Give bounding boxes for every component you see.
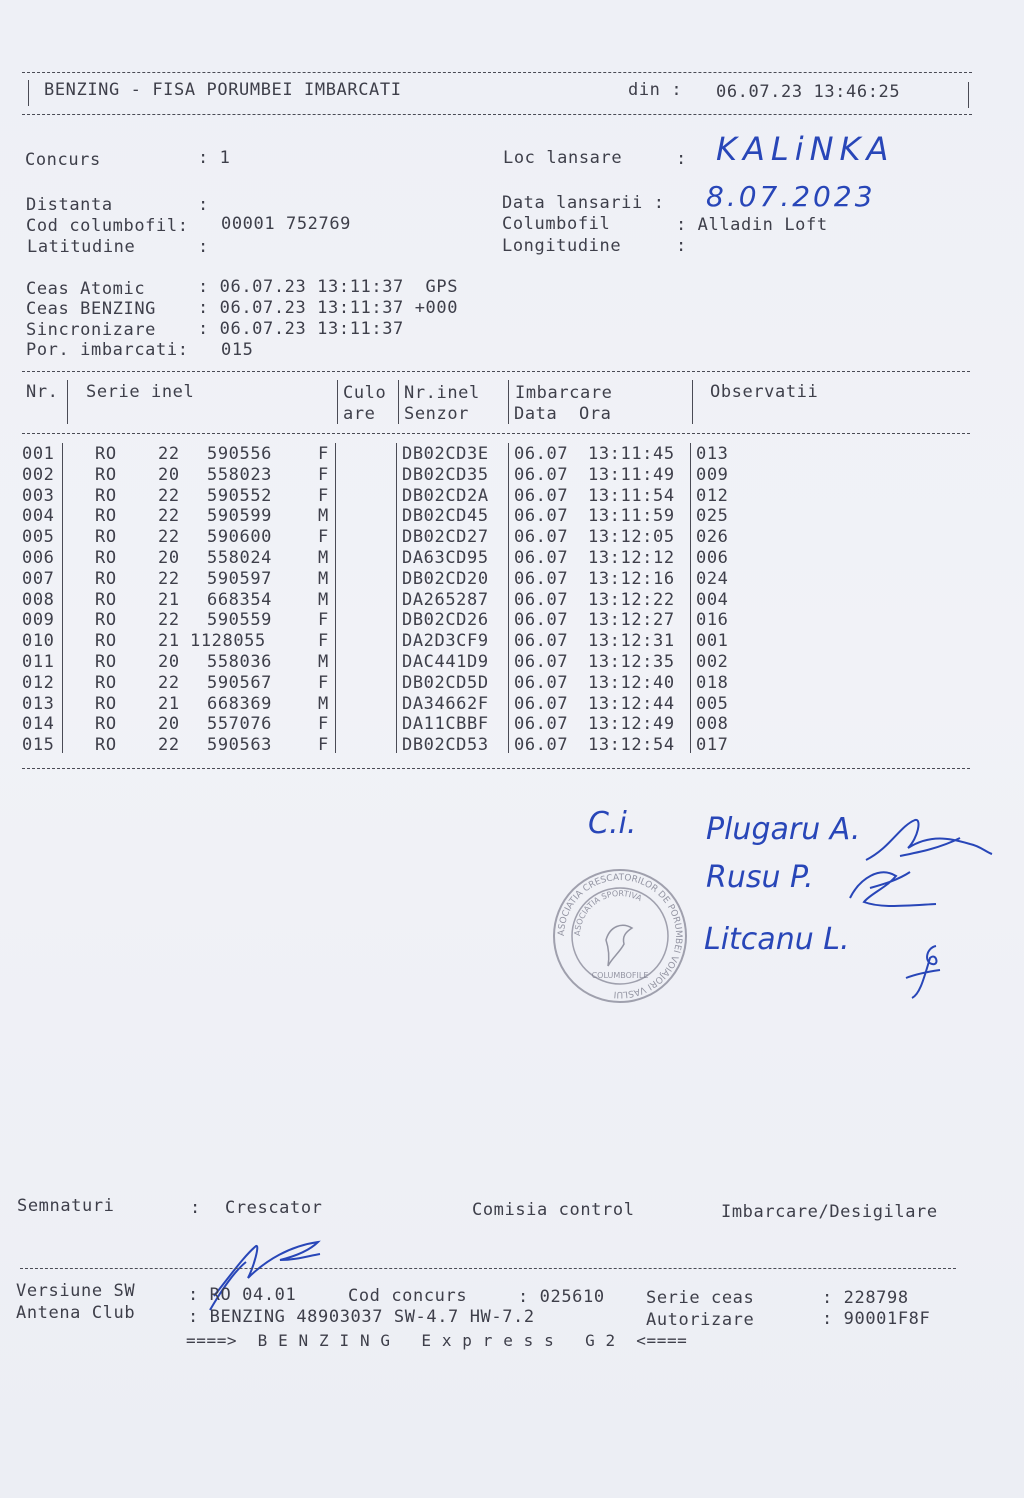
cell-boarding-time: 13:11:59 bbox=[588, 506, 675, 527]
col-observatii-header: Observatii bbox=[710, 382, 819, 402]
cell-ring-serial: 557076 bbox=[207, 714, 273, 735]
cell-country-code: RO bbox=[95, 485, 117, 506]
cell-observation: 008 bbox=[696, 714, 729, 735]
cell-observation: 005 bbox=[696, 693, 729, 714]
data-lansarii-label: Data lansarii : bbox=[502, 193, 665, 213]
col-imbarcare-header-1: Imbarcare bbox=[515, 383, 613, 403]
cell-country-code: RO bbox=[95, 444, 117, 464]
cell-ring-year: 22 bbox=[158, 568, 180, 589]
cell-boarding-time: 13:12:27 bbox=[588, 610, 675, 631]
cell-observation: 016 bbox=[696, 610, 729, 631]
cell-observation: 002 bbox=[696, 652, 729, 672]
table-divider bbox=[337, 380, 338, 424]
header-right-bar bbox=[968, 82, 969, 108]
cell-row-number: 007 bbox=[22, 568, 55, 589]
cell-sex: M bbox=[318, 693, 329, 714]
table-divider bbox=[398, 380, 399, 424]
cell-ring-serial: 668354 bbox=[207, 589, 273, 610]
autorizare-label: Autorizare bbox=[646, 1310, 755, 1330]
handwritten-name-1: Plugaru A. bbox=[706, 812, 861, 847]
cell-boarding-date: 06.07 bbox=[514, 693, 569, 714]
cell-ring-year: 20 bbox=[158, 652, 180, 672]
cell-boarding-date: 06.07 bbox=[514, 714, 569, 735]
cell-boarding-time: 13:12:44 bbox=[588, 693, 675, 714]
cell-observation: 017 bbox=[696, 735, 729, 756]
col-imbarcare-header-2: Data Ora bbox=[514, 404, 612, 424]
cell-boarding-time: 13:12:22 bbox=[588, 589, 675, 610]
concurs-value: : 1 bbox=[198, 148, 231, 168]
ceas-atomic-value: : 06.07.23 13:11:37 GPS bbox=[198, 277, 459, 297]
cell-ring-year: 22 bbox=[158, 735, 180, 756]
cell-sensor-ring: DB02CD26 bbox=[402, 610, 489, 631]
versiune-sw-label: Versiune SW bbox=[16, 1281, 136, 1301]
cell-row-number: 006 bbox=[22, 548, 55, 568]
cell-boarding-time: 13:12:12 bbox=[588, 548, 675, 568]
cell-boarding-date: 06.07 bbox=[514, 631, 569, 652]
cod-columbofil-label: Cod columbofil: bbox=[26, 216, 189, 236]
cell-sex: M bbox=[318, 548, 329, 568]
table-top-border bbox=[22, 371, 970, 372]
cell-country-code: RO bbox=[95, 693, 117, 714]
handwritten-name-2: Rusu P. bbox=[706, 860, 814, 895]
cell-country-code: RO bbox=[95, 527, 117, 548]
cell-row-number: 003 bbox=[22, 485, 55, 506]
ceas-benzing-label: Ceas BENZING bbox=[26, 299, 157, 319]
cell-sex: F bbox=[318, 631, 329, 652]
col-nrinel-header-2: Senzor bbox=[404, 404, 470, 424]
cell-boarding-date: 06.07 bbox=[514, 589, 569, 610]
cell-country-code: RO bbox=[95, 506, 117, 527]
cell-ring-serial: 590559 bbox=[207, 610, 273, 631]
cell-boarding-time: 13:12:40 bbox=[588, 672, 675, 693]
col-culoare-header-2: are bbox=[343, 404, 376, 424]
stamp-bottom-text: COLUMBOFILE bbox=[591, 971, 649, 980]
semnaturi-sep: : bbox=[190, 1198, 201, 1218]
cell-boarding-time: 13:12:54 bbox=[588, 735, 675, 756]
cell-boarding-date: 06.07 bbox=[514, 444, 569, 464]
cell-boarding-time: 13:12:35 bbox=[588, 652, 675, 672]
sincronizare-value: : 06.07.23 13:11:37 bbox=[198, 319, 404, 339]
header-left-bar bbox=[28, 80, 29, 106]
cell-boarding-date: 06.07 bbox=[514, 548, 569, 568]
loc-lansare-handwritten: KALiNKA bbox=[716, 130, 895, 168]
antena-club-label: Antena Club bbox=[16, 1303, 136, 1323]
cell-ring-year: 20 bbox=[158, 548, 180, 568]
data-lansarii-handwritten: 8.07.2023 bbox=[706, 180, 876, 213]
benzing-express-banner: ====> B E N Z I N G E x p r e s s G 2 <==== bbox=[186, 1331, 688, 1350]
cell-sex: F bbox=[318, 444, 329, 464]
cod-concurs-label: Cod concurs bbox=[348, 1286, 468, 1306]
cell-ring-year: 21 bbox=[158, 693, 180, 714]
table-divider bbox=[692, 380, 693, 424]
crescator-label: Crescator bbox=[225, 1198, 323, 1218]
cell-observation: 009 bbox=[696, 464, 729, 485]
signature-scribble-2 bbox=[840, 858, 950, 918]
table-divider bbox=[508, 380, 509, 424]
cell-row-number: 001 bbox=[22, 444, 55, 464]
cell-row-number: 011 bbox=[22, 652, 55, 672]
stamp-ring-text: ASOCIATIA CRESCATORILOR DE PORUMBEI VOIAJORI VASLUI bbox=[556, 872, 684, 1000]
cell-sensor-ring: DB02CD53 bbox=[402, 735, 489, 756]
cell-row-number: 002 bbox=[22, 464, 55, 485]
longitudine-label: Longitudine bbox=[502, 236, 622, 256]
col-serie-header: Serie inel bbox=[86, 382, 195, 402]
cell-country-code: RO bbox=[95, 672, 117, 693]
table-divider bbox=[508, 443, 509, 753]
col-culoare-header-1: Culo bbox=[343, 383, 387, 403]
handwritten-ci: C.i. bbox=[588, 806, 637, 841]
table-divider bbox=[396, 443, 397, 753]
serie-ceas-label: Serie ceas bbox=[646, 1288, 755, 1308]
cell-sex: M bbox=[318, 589, 329, 610]
footer-top-border bbox=[20, 1268, 956, 1269]
porumbei-imbarcati-label: Por. imbarcati: bbox=[26, 340, 189, 360]
cell-boarding-time: 13:12:49 bbox=[588, 714, 675, 735]
cell-boarding-date: 06.07 bbox=[514, 735, 569, 756]
cell-sex: F bbox=[318, 735, 329, 756]
table-bottom-border bbox=[22, 768, 970, 769]
table-divider bbox=[67, 380, 68, 424]
cell-country-code: RO bbox=[95, 610, 117, 631]
autorizare-value: : 90001F8F bbox=[822, 1309, 931, 1329]
cell-row-number: 005 bbox=[22, 527, 55, 548]
header-bottom-border bbox=[22, 114, 972, 115]
cell-country-code: RO bbox=[95, 631, 117, 652]
cell-ring-year: 21 bbox=[158, 631, 180, 652]
header-top-border bbox=[22, 72, 972, 73]
cell-country-code: RO bbox=[95, 652, 117, 672]
cell-row-number: 004 bbox=[22, 506, 55, 527]
semnaturi-label: Semnaturi bbox=[17, 1196, 115, 1216]
cell-observation: 001 bbox=[696, 631, 729, 652]
cell-row-number: 012 bbox=[22, 672, 55, 693]
cell-ring-serial: 590563 bbox=[207, 735, 273, 756]
cell-row-number: 009 bbox=[22, 610, 55, 631]
table-header-separator bbox=[22, 433, 970, 434]
cell-country-code: RO bbox=[95, 589, 117, 610]
cell-boarding-date: 06.07 bbox=[514, 672, 569, 693]
cell-boarding-date: 06.07 bbox=[514, 610, 569, 631]
cell-observation: 006 bbox=[696, 548, 729, 568]
imbarcare-desigilare-label: Imbarcare/Desigilare bbox=[721, 1202, 938, 1222]
cell-sensor-ring: DB02CD20 bbox=[402, 568, 489, 589]
cell-ring-serial: 1128055 bbox=[190, 631, 266, 652]
cell-sensor-ring: DB02CD27 bbox=[402, 527, 489, 548]
cell-row-number: 013 bbox=[22, 693, 55, 714]
cell-sex: M bbox=[318, 568, 329, 589]
cell-ring-year: 21 bbox=[158, 589, 180, 610]
cell-boarding-time: 13:12:16 bbox=[588, 568, 675, 589]
cod-columbofil-value: 00001 752769 bbox=[221, 214, 352, 234]
cell-observation: 026 bbox=[696, 527, 729, 548]
cell-boarding-date: 06.07 bbox=[514, 568, 569, 589]
cell-ring-year: 22 bbox=[158, 672, 180, 693]
cell-ring-serial: 590556 bbox=[207, 444, 273, 464]
cell-ring-serial: 558036 bbox=[207, 652, 273, 672]
cell-ring-serial: 590599 bbox=[207, 506, 273, 527]
signature-scribble-3 bbox=[896, 938, 956, 1008]
cell-observation: 018 bbox=[696, 672, 729, 693]
cell-sensor-ring: DB02CD5D bbox=[402, 672, 489, 693]
association-stamp bbox=[548, 866, 692, 1006]
loc-lansare-label: Loc lansare bbox=[503, 148, 623, 168]
cell-country-code: RO bbox=[95, 735, 117, 756]
cell-sensor-ring: DA265287 bbox=[402, 589, 489, 610]
table-divider bbox=[690, 443, 691, 753]
cell-sensor-ring: DB02CD3E bbox=[402, 444, 489, 464]
cell-ring-year: 22 bbox=[158, 444, 180, 464]
cell-row-number: 010 bbox=[22, 631, 55, 652]
cell-ring-year: 22 bbox=[158, 527, 180, 548]
date-label: din : bbox=[628, 80, 683, 100]
serie-ceas-value: : 228798 bbox=[822, 1288, 909, 1308]
versiune-sw-value: : RO 04.01 bbox=[188, 1285, 297, 1305]
cell-sensor-ring: DB02CD35 bbox=[402, 464, 489, 485]
cell-sex: F bbox=[318, 672, 329, 693]
handwritten-name-3: Litcanu L. bbox=[704, 922, 850, 957]
cell-row-number: 015 bbox=[22, 735, 55, 756]
ceas-benzing-value: : 06.07.23 13:11:37 +000 bbox=[198, 298, 459, 318]
longitudine-value: : bbox=[676, 236, 687, 256]
cell-sensor-ring: DA63CD95 bbox=[402, 548, 489, 568]
cell-observation: 012 bbox=[696, 485, 729, 506]
cell-row-number: 008 bbox=[22, 589, 55, 610]
concurs-label: Concurs bbox=[25, 150, 101, 170]
cell-ring-serial: 590600 bbox=[207, 527, 273, 548]
stamp-top-text: ASOCIATIA SPORTIVA bbox=[572, 888, 644, 937]
cell-ring-year: 20 bbox=[158, 464, 180, 485]
cell-observation: 004 bbox=[696, 589, 729, 610]
latitudine-value: : bbox=[198, 237, 209, 257]
cell-sex: F bbox=[318, 714, 329, 735]
cell-country-code: RO bbox=[95, 548, 117, 568]
cell-ring-year: 22 bbox=[158, 506, 180, 527]
cell-boarding-time: 13:12:05 bbox=[588, 527, 675, 548]
cell-boarding-time: 13:12:31 bbox=[588, 631, 675, 652]
cod-concurs-value: : 025610 bbox=[518, 1287, 605, 1307]
cell-sensor-ring: DA34662F bbox=[402, 693, 489, 714]
cell-sensor-ring: DA11CBBF bbox=[402, 714, 489, 735]
cell-ring-serial: 558024 bbox=[207, 548, 273, 568]
cell-boarding-date: 06.07 bbox=[514, 506, 569, 527]
cell-ring-serial: 558023 bbox=[207, 464, 273, 485]
document-title: BENZING - FISA PORUMBEI IMBARCATI bbox=[44, 80, 402, 100]
loc-lansare-sep: : bbox=[676, 149, 687, 169]
porumbei-imbarcati-value: 015 bbox=[221, 340, 254, 360]
cell-boarding-time: 13:11:45 bbox=[588, 444, 675, 464]
cell-sex: F bbox=[318, 464, 329, 485]
cell-sex: M bbox=[318, 652, 329, 672]
cell-boarding-time: 13:11:54 bbox=[588, 485, 675, 506]
cell-boarding-date: 06.07 bbox=[514, 485, 569, 506]
cell-sensor-ring: DAC441D9 bbox=[402, 652, 489, 672]
cell-sensor-ring: DA2D3CF9 bbox=[402, 631, 489, 652]
latitudine-label: Latitudine bbox=[27, 237, 136, 257]
cell-ring-year: 22 bbox=[158, 485, 180, 506]
col-nrinel-header-1: Nr.inel bbox=[404, 383, 480, 403]
cell-sex: F bbox=[318, 610, 329, 631]
cell-ring-serial: 590597 bbox=[207, 568, 273, 589]
cell-boarding-date: 06.07 bbox=[514, 652, 569, 672]
date-value: 06.07.23 13:46:25 bbox=[716, 82, 901, 102]
sincronizare-label: Sincronizare bbox=[26, 320, 157, 340]
cell-sex: M bbox=[318, 506, 329, 527]
cell-country-code: RO bbox=[95, 464, 117, 485]
table-divider bbox=[335, 443, 336, 753]
ceas-atomic-label: Ceas Atomic bbox=[26, 279, 146, 299]
cell-observation: 024 bbox=[696, 568, 729, 589]
cell-sex: F bbox=[318, 527, 329, 548]
cell-sensor-ring: DB02CD2A bbox=[402, 485, 489, 506]
cell-ring-serial: 590567 bbox=[207, 672, 273, 693]
cell-ring-year: 22 bbox=[158, 610, 180, 631]
cell-row-number: 014 bbox=[22, 714, 55, 735]
cell-country-code: RO bbox=[95, 568, 117, 589]
cell-ring-serial: 590552 bbox=[207, 485, 273, 506]
cell-observation: 025 bbox=[696, 506, 729, 527]
cell-boarding-date: 06.07 bbox=[514, 464, 569, 485]
cell-sex: F bbox=[318, 485, 329, 506]
col-nr-header: Nr. bbox=[26, 382, 59, 402]
cell-boarding-time: 13:11:49 bbox=[588, 464, 675, 485]
columbofil-value: : Alladin Loft bbox=[676, 215, 828, 235]
distanta-value: : bbox=[198, 195, 209, 215]
cell-country-code: RO bbox=[95, 714, 117, 735]
cell-sensor-ring: DB02CD45 bbox=[402, 506, 489, 527]
cell-observation: 013 bbox=[696, 444, 729, 464]
cell-boarding-date: 06.07 bbox=[514, 527, 569, 548]
cell-ring-serial: 668369 bbox=[207, 693, 273, 714]
columbofil-label: Columbofil bbox=[502, 214, 611, 234]
comisia-control-label: Comisia control bbox=[472, 1200, 635, 1220]
cell-ring-year: 20 bbox=[158, 714, 180, 735]
table-divider bbox=[62, 443, 63, 753]
antena-club-value: : BENZING 48903037 SW-4.7 HW-7.2 bbox=[188, 1307, 535, 1327]
distanta-label: Distanta bbox=[26, 195, 113, 215]
